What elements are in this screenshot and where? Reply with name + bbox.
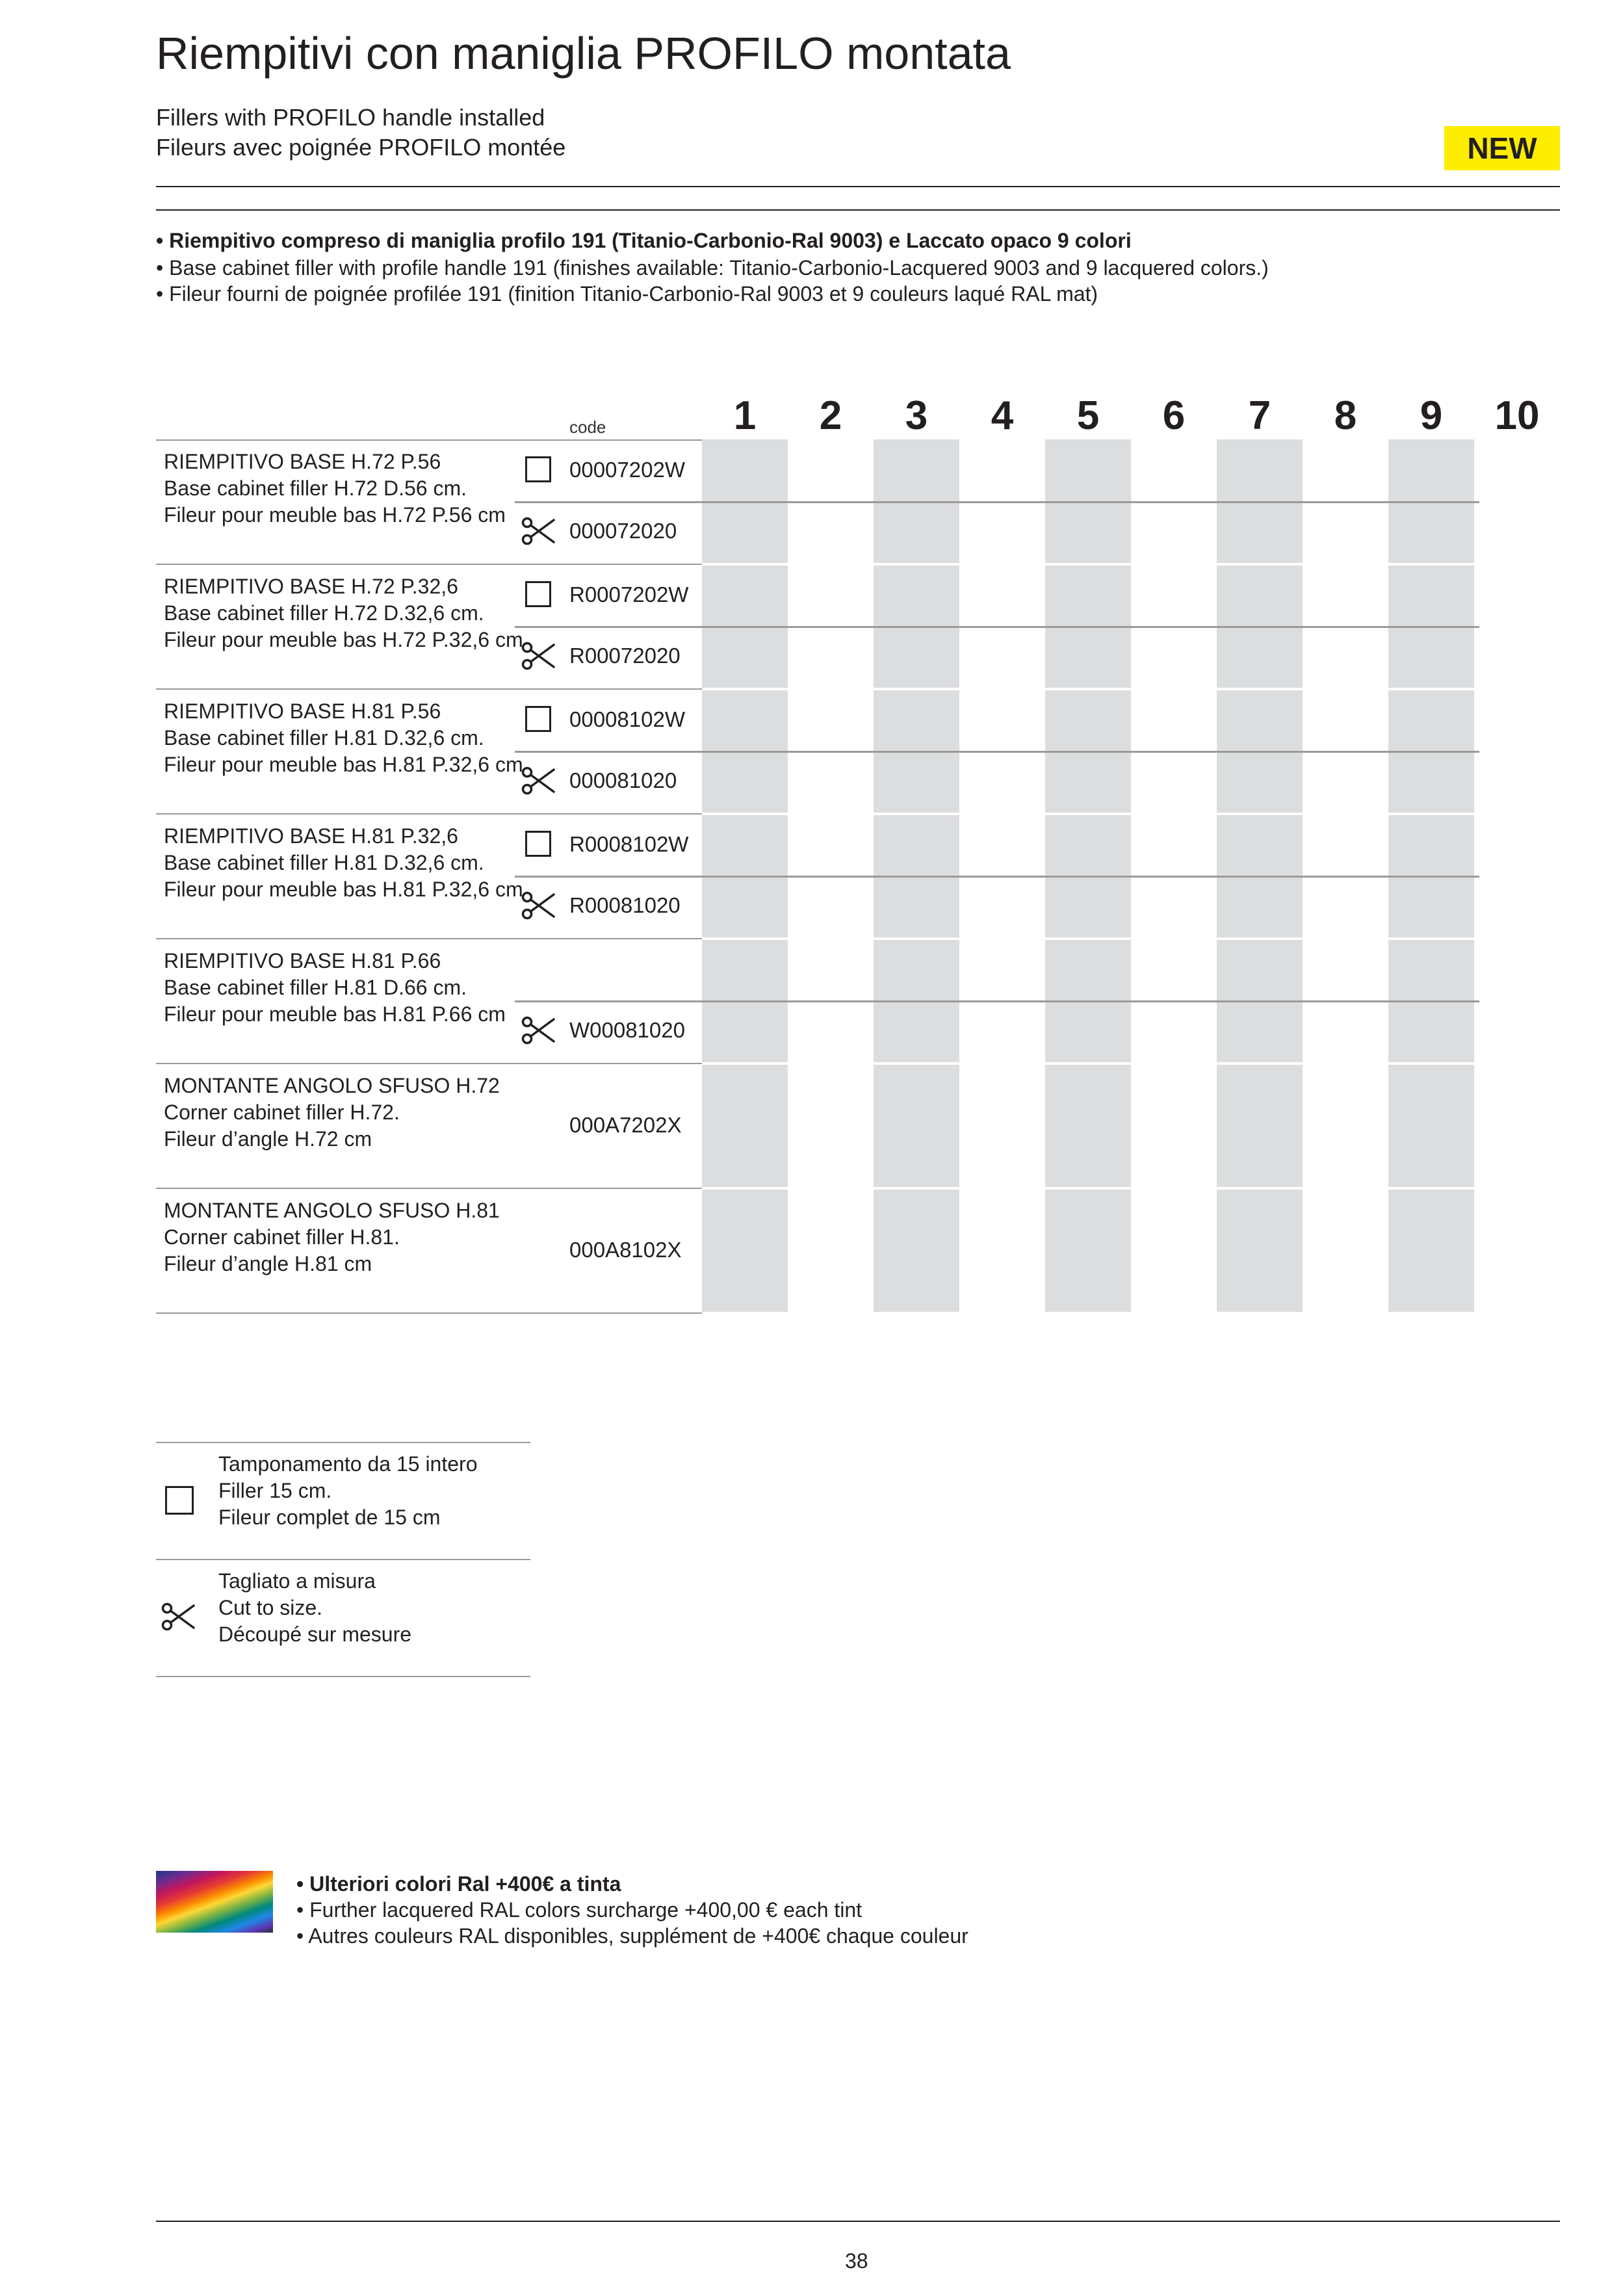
color-column-7: 7 — [1248, 393, 1271, 438]
product-code-full: R0007202W — [569, 582, 689, 607]
color-column-5: 5 — [1076, 393, 1100, 438]
legend-text-line: Cut to size. — [218, 1596, 323, 1619]
product-desc-line: MONTANTE ANGOLO SFUSO H.81 — [164, 1199, 500, 1222]
legend-text-line: Fileur complet de 15 cm — [218, 1506, 441, 1529]
product-desc-line: Base cabinet filler H.81 D.66 cm. — [164, 976, 467, 999]
product-desc-line: RIEMPITIVO BASE H.72 P.56 — [164, 450, 441, 473]
product-desc-line: Base cabinet filler H.72 D.56 cm. — [164, 476, 467, 500]
page-number: 38 — [845, 2249, 868, 2273]
row-bottom-gap — [702, 1312, 1479, 1314]
product-desc-line: RIEMPITIVO BASE H.81 P.66 — [164, 949, 441, 972]
page-title: Riempitivi con maniglia PROFILO montata — [156, 28, 1011, 79]
product-desc-line: Corner cabinet filler H.72. — [164, 1101, 400, 1124]
code-column-header: code — [569, 417, 606, 437]
product-code-cut: 000081020 — [569, 768, 677, 792]
product-code-full: 00008102W — [569, 707, 685, 731]
header-divider-bottom — [156, 209, 1560, 211]
product-desc-line: Base cabinet filler H.72 D.32,6 cm. — [164, 601, 484, 625]
product-desc-line: Base cabinet filler H.81 D.32,6 cm. — [164, 851, 484, 874]
intro-bullet-fr: • Fileur fourni de poignée profilée 191 (finition Titanio-Carbonio-Ral 9003 et 9 couleurs laqué RAL mat) — [156, 282, 1098, 306]
row-bottom-rule — [156, 564, 702, 565]
page-subtitle-fr: Fileurs avec poignée PROFILO montée — [156, 134, 566, 161]
row-bottom-gap — [702, 563, 1479, 566]
square-icon — [165, 1486, 194, 1515]
product-desc-line: MONTANTE ANGOLO SFUSO H.72 — [164, 1074, 500, 1097]
product-code-cut: R00081020 — [569, 893, 681, 917]
product-desc-line: Fileur d’angle H.72 cm — [164, 1127, 372, 1151]
product-desc-line: Fileur d’angle H.81 cm — [164, 1252, 372, 1275]
row-bottom-rule — [156, 938, 702, 939]
scissors-icon — [521, 1015, 556, 1045]
product-code: 000A7202X — [569, 1113, 682, 1137]
product-desc-line: Corner cabinet filler H.81. — [164, 1225, 400, 1249]
row-split-rule — [515, 751, 1479, 753]
row-split-rule — [515, 626, 1479, 628]
product-desc-line: Fileur pour meuble bas H.81 P.66 cm — [164, 1002, 506, 1026]
row-split-rule — [515, 876, 1479, 878]
product-code-full: 00007202W — [569, 458, 685, 482]
row-bottom-gap — [702, 813, 1479, 815]
footer-divider — [156, 2221, 1560, 2222]
legend-rule — [156, 1442, 530, 1443]
legend-rule — [156, 1559, 530, 1560]
product-code-cut: 000072020 — [569, 519, 677, 543]
color-column-10: 10 — [1494, 393, 1540, 438]
square-icon — [525, 706, 551, 732]
color-column-9: 9 — [1420, 393, 1443, 438]
color-column-2: 2 — [819, 393, 842, 438]
color-column-4: 4 — [991, 393, 1014, 438]
product-code: 000A8102X — [569, 1238, 682, 1262]
ral-bullet-en: • Further lacquered RAL colors surcharge +400,00 € each tint — [296, 1898, 863, 1922]
scissors-icon — [521, 891, 556, 920]
ral-bullet-fr: • Autres couleurs RAL disponibles, supplément de +400€ chaque couleur — [296, 1924, 968, 1948]
color-column-6: 6 — [1162, 393, 1186, 438]
product-desc-line: Fileur pour meuble bas H.81 P.32,6 cm — [164, 878, 523, 901]
new-badge: NEW — [1444, 126, 1560, 170]
product-desc-line: Fileur pour meuble bas H.72 P.56 cm — [164, 503, 506, 527]
product-desc-line: Fileur pour meuble bas H.72 P.32,6 cm — [164, 628, 523, 651]
page-subtitle-en: Fillers with PROFILO handle installed — [156, 104, 545, 131]
square-icon — [525, 581, 551, 607]
row-bottom-rule — [156, 1188, 702, 1189]
product-desc-line: RIEMPITIVO BASE H.81 P.56 — [164, 699, 441, 723]
scissors-icon — [521, 516, 556, 546]
row-bottom-rule — [156, 1063, 702, 1064]
table-top-rule — [156, 439, 702, 441]
header-divider-top — [156, 186, 1560, 187]
row-bottom-gap — [702, 688, 1479, 690]
product-desc-line: RIEMPITIVO BASE H.72 P.32,6 — [164, 575, 458, 598]
legend-text-line: Tamponamento da 15 intero — [218, 1452, 478, 1476]
product-desc-line: Base cabinet filler H.81 D.32,6 cm. — [164, 726, 484, 750]
scissors-icon — [521, 766, 556, 796]
scissors-icon — [161, 1602, 196, 1632]
legend-rule — [156, 1676, 530, 1677]
ral-color-swatch-image — [156, 1871, 273, 1933]
row-split-rule — [515, 501, 1479, 503]
row-bottom-rule — [156, 813, 702, 815]
row-bottom-rule — [156, 1312, 702, 1314]
product-code-full: R0008102W — [569, 832, 689, 856]
color-column-3: 3 — [905, 393, 928, 438]
row-split-rule — [515, 1000, 1479, 1002]
square-icon — [525, 831, 551, 857]
scissors-icon — [521, 641, 556, 671]
product-desc-line: RIEMPITIVO BASE H.81 P.32,6 — [164, 824, 458, 848]
row-bottom-rule — [156, 688, 702, 690]
legend-text-line: Filler 15 cm. — [218, 1479, 332, 1502]
product-code-cut: R00072020 — [569, 644, 681, 668]
intro-bullet-it: • Riempitivo compreso di maniglia profilo 191 (Titanio-Carbonio-Ral 9003) e Laccato opaco 9 colori — [156, 229, 1132, 252]
square-icon — [525, 456, 551, 482]
product-code-cut: W00081020 — [569, 1018, 685, 1042]
color-column-1: 1 — [733, 393, 757, 438]
intro-bullet-en: • Base cabinet filler with profile handle 191 (finishes available: Titanio-Carbonio-Lacquered 9003 and 9 lacquered colors.) — [156, 256, 1269, 280]
row-bottom-gap — [702, 937, 1479, 940]
row-bottom-gap — [702, 1187, 1479, 1190]
product-desc-line: Fileur pour meuble bas H.81 P.32,6 cm — [164, 753, 523, 776]
legend-text-line: Découpé sur mesure — [218, 1623, 412, 1646]
legend-text-line: Tagliato a misura — [218, 1569, 376, 1593]
color-column-8: 8 — [1334, 393, 1357, 438]
row-bottom-gap — [702, 1062, 1479, 1065]
ral-bullet-it: • Ulteriori colori Ral +400€ a tinta — [296, 1872, 621, 1896]
